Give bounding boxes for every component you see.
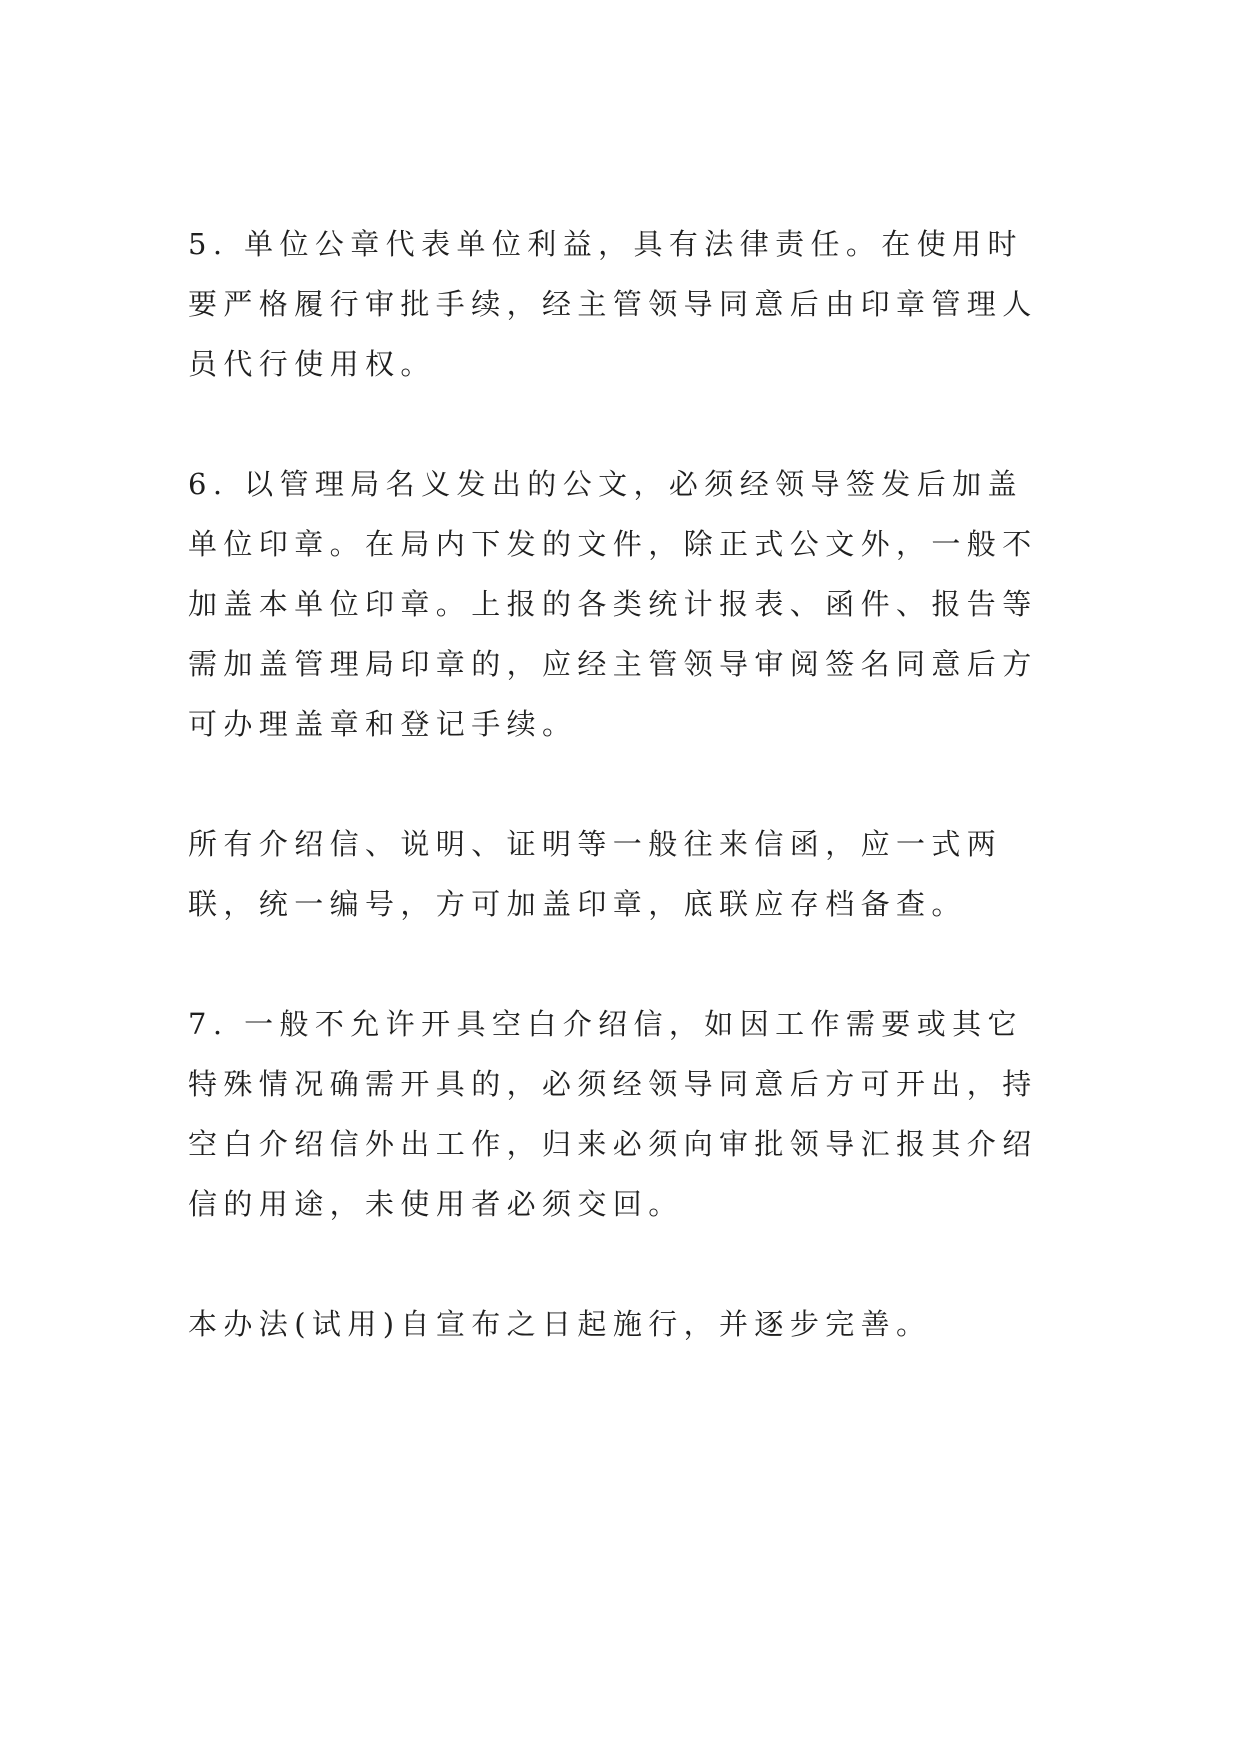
paragraph-effective-date: 本办法(试用)自宣布之日起施行，并逐步完善。 (188, 1307, 932, 1341)
paragraph-item-6: 6. 以管理局名义发出的公文，必须经领导签发后加盖单位印章。在局内下发的文件，除正式公文外，一般不加盖本单位印章。上报的各类统计报表、函件、报告等需加盖管理局印章的，应经主管领导审阅签名同意后方可办理盖章和登记手续。 (188, 467, 1038, 741)
paragraph-item-5: 5. 单位公章代表单位利益，具有法律责任。在使用时要严格履行审批手续，经主管领导同意后由印章管理人员代行使用权。 (188, 227, 1038, 381)
paragraph-item-7: 7. 一般不允许开具空白介绍信，如因工作需要或其它特殊情况确需开具的，必须经领导同意后方可开出，持空白介绍信外出工作，归来必须向审批领导汇报其介绍信的用途，未使用者必须交回。 (188, 1007, 1038, 1221)
document-body (188, 214, 1052, 1354)
paragraph-introduction-letters: 所有介绍信、说明、证明等一般往来信函，应一式两联，统一编号，方可加盖印章，底联应存档备查。 (188, 827, 1003, 921)
